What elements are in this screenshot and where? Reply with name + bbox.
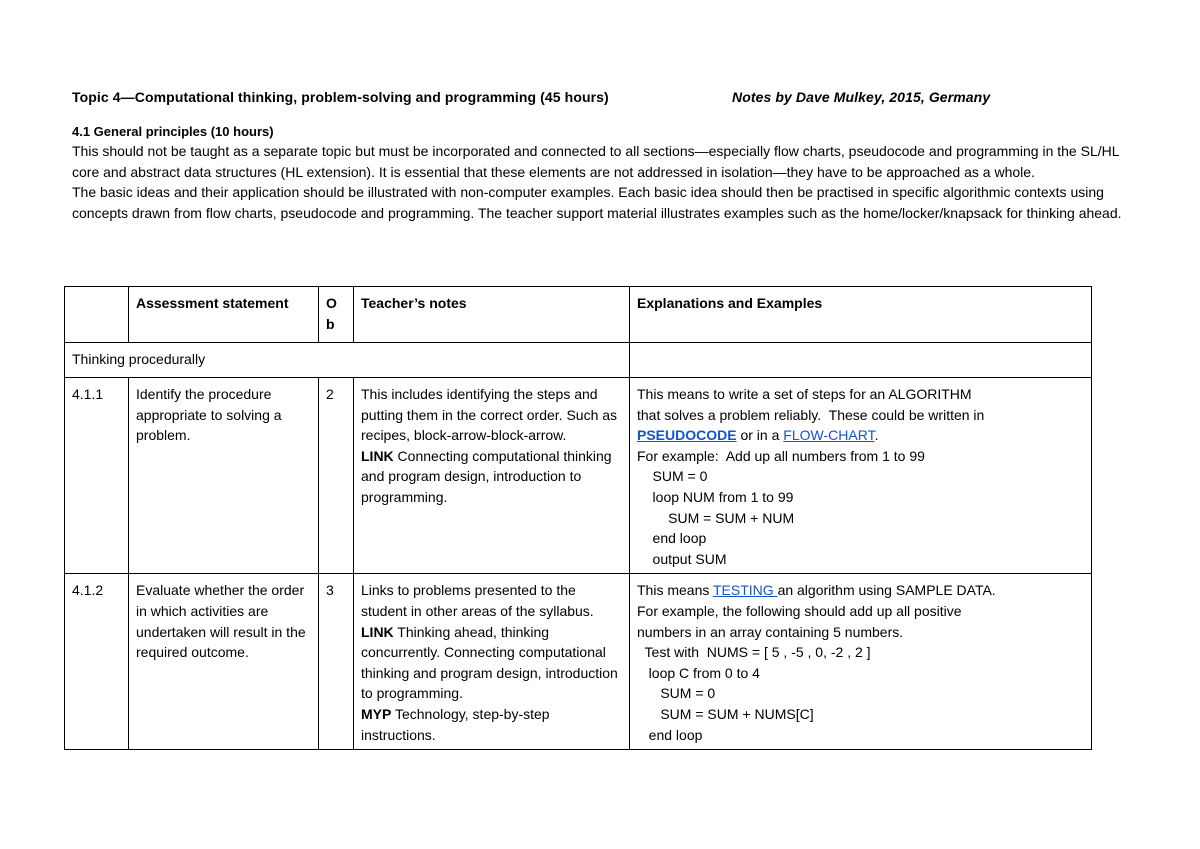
table-row bbox=[65, 378, 1092, 574]
code-line: output SUM bbox=[637, 550, 727, 567]
exp-line2: For example, the following should add up all positive bbox=[637, 602, 962, 619]
intro-section bbox=[72, 123, 1132, 223]
pseudocode-link[interactable]: PSEUDOCODE bbox=[637, 427, 737, 444]
exp-line1: This means to write a set of steps for an ALGORITHM bbox=[637, 386, 972, 402]
group-row bbox=[65, 343, 1092, 378]
group-right-cell bbox=[630, 343, 1092, 378]
header-assessment: Assessment statement bbox=[129, 287, 319, 343]
table-header-row bbox=[65, 287, 1092, 343]
row-id: 4.1.1 bbox=[65, 378, 129, 574]
author-note: Notes by Dave Mulkey, 2015, Germany bbox=[732, 89, 991, 105]
row-explanations bbox=[630, 378, 1092, 574]
notes-link-label: LINK bbox=[361, 623, 394, 640]
header-ob-line2: b bbox=[326, 315, 335, 332]
code-line: SUM = SUM + NUM bbox=[637, 509, 795, 526]
assessment-table bbox=[64, 286, 1092, 750]
exp-line2: that solves a problem reliably. These could be written in bbox=[637, 406, 985, 423]
topic-title: Topic 4—Computational thinking, problem-solving and programming (45 hours) bbox=[72, 89, 609, 105]
notes-link-text: Connecting computational thinking and program design, introduction to programming. bbox=[361, 447, 612, 505]
exp-example: For example: Add up all numbers from 1 to 99 bbox=[637, 447, 925, 464]
notes-link-label: LINK bbox=[361, 447, 394, 464]
notes-myp-text: Technology, step-by-step instructions. bbox=[361, 705, 550, 743]
table-row bbox=[65, 574, 1092, 750]
document-header bbox=[72, 89, 1132, 109]
code-line: SUM = 0 bbox=[637, 685, 716, 702]
testing-link[interactable]: TESTING bbox=[713, 582, 778, 599]
code-line: end loop bbox=[637, 530, 707, 547]
notes-text: Links to problems presented to the student in other areas of the syllabus. bbox=[361, 582, 594, 619]
row-explanations bbox=[630, 574, 1092, 750]
section-heading: 4.1 General principles (10 hours) bbox=[72, 124, 274, 139]
row-assessment: Evaluate whether the order in which activities are undertaken will result in the required outcome. bbox=[129, 574, 319, 750]
group-label: Thinking procedurally bbox=[65, 343, 630, 378]
exp-end: . bbox=[874, 427, 879, 444]
row-assessment: Identify the procedure appropriate to solving a problem. bbox=[129, 378, 319, 574]
row-notes bbox=[354, 378, 630, 574]
code-line: loop NUM from 1 to 99 bbox=[637, 488, 794, 505]
row-notes bbox=[354, 574, 630, 750]
code-line: SUM = SUM + NUMS[C] bbox=[637, 705, 814, 722]
exp-mid: or in a bbox=[736, 427, 784, 444]
header-ob-line1: O bbox=[326, 295, 337, 311]
code-line: end loop bbox=[637, 726, 703, 743]
exp-prefix: This means bbox=[637, 582, 713, 599]
code-line: SUM = 0 bbox=[637, 468, 708, 485]
intro-paragraph-1: This should not be taught as a separate topic but must be incorporated and connected to all sections—especially flow charts, pseudocode and programming in the SL/HL core and abstract data structures (HL extension). It is essential that these elements are not addressed in isolation—they have to be approached as a whole. bbox=[72, 143, 1119, 180]
exp-line3 bbox=[637, 425, 1084, 446]
exp-line1 bbox=[637, 580, 1084, 601]
row-id: 4.1.2 bbox=[65, 574, 129, 750]
intro-paragraph-2: The basic ideas and their application should be illustrated with non-computer examples. Each basic idea should then be practised in specific algorithmic contexts using concepts drawn from flow charts, pseudocode and programming. The teacher support material illustrates examples such as the home/locker/knapsack for thinking ahead. bbox=[72, 184, 1122, 221]
exp-suffix: an algorithm using SAMPLE DATA. bbox=[777, 582, 996, 599]
notes-link-text: Thinking ahead, thinking concurrently. Connecting computational thinking and program design, introduction to programming. bbox=[361, 623, 618, 702]
notes-myp-label: MYP bbox=[361, 705, 392, 722]
header-notes: Teacher’s notes bbox=[354, 287, 630, 343]
code-line: Test with NUMS = [ 5 , -5 , 0, -2 , 2 ] bbox=[637, 644, 871, 661]
code-line: loop C from 0 to 4 bbox=[637, 664, 760, 681]
flow-chart-link[interactable]: FLOW-CHART bbox=[783, 427, 875, 444]
header-ob bbox=[319, 287, 354, 343]
exp-line3: numbers in an array containing 5 numbers. bbox=[637, 623, 904, 640]
header-id bbox=[65, 287, 129, 343]
row-ob: 3 bbox=[319, 574, 354, 750]
header-explanations: Explanations and Examples bbox=[630, 287, 1092, 343]
row-ob: 2 bbox=[319, 378, 354, 574]
notes-text: This includes identifying the steps and putting them in the correct order. Such as recipes, block-arrow-block-arrow. bbox=[361, 386, 618, 444]
